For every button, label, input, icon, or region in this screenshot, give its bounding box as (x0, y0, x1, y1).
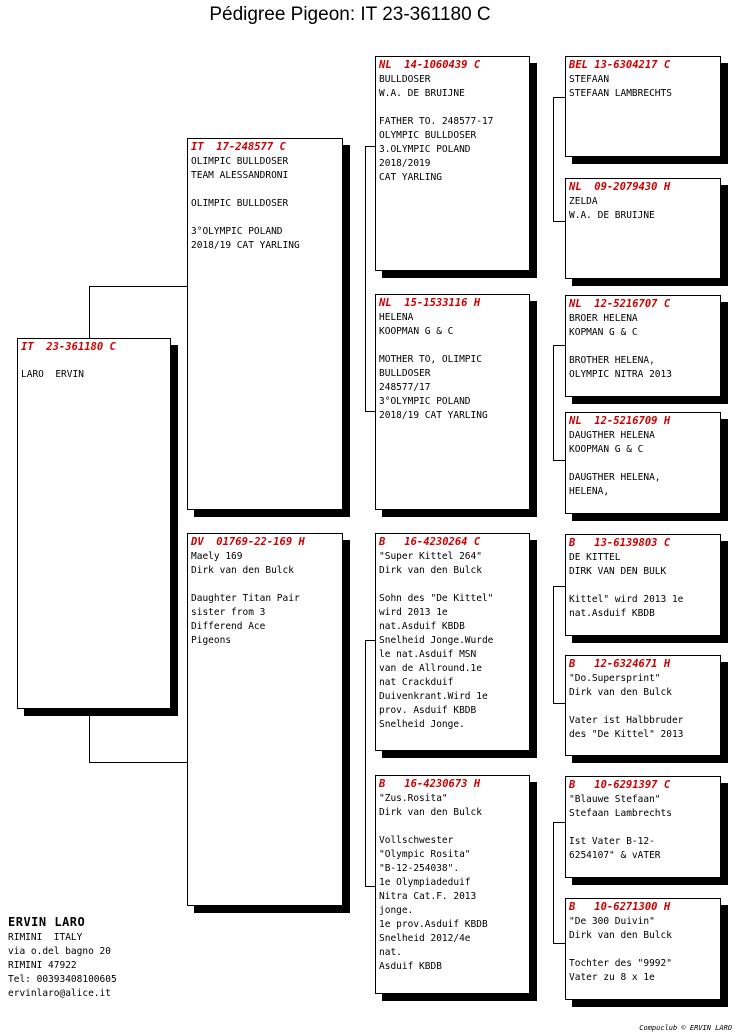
pigeon-details: "De 300 Duivin" Dirk van den Bulck Tochter des "9992" Vater zu 8 x 1e (569, 916, 672, 983)
connector-line (365, 640, 375, 641)
dam-card (187, 533, 343, 906)
pigeon-details: "Zus.Rosita" Dirk van den Bulck Vollschwester "Olympic Rosita" "B-12-254038". 1e Olympiadeduif Nitra Cat.F. 2013 jonge. 1e prov.Asduif KBDB Snelheid 2012/4e nat. Asduif KBDB (379, 793, 488, 972)
pigeon-details: BULLDOSER W.A. DE BRUIJNE FATHER TO. 248577-17 OLYMPIC BULLDOSER 3.OLYMPIC POLAND 2018/2019 CAT YARLING (379, 74, 494, 183)
ring-number: B 16-4230264 C (379, 536, 481, 548)
ring-number: B 16-4230673 H (379, 778, 481, 790)
sire-dam-dam-card (565, 412, 721, 514)
pigeon-details: ZELDA W.A. DE BRUIJNE (569, 196, 655, 221)
ring-number: B 13-6139803 C (569, 537, 671, 549)
owner-line: Tel: 00393408100605 (8, 974, 117, 985)
ring-number: NL 14-1060439 C (379, 59, 481, 71)
ring-number: NL 12-5216707 C (569, 298, 671, 310)
owner-name: ERVIN LARO (8, 915, 86, 929)
connector-line (365, 886, 375, 887)
connector-line (553, 822, 565, 823)
connector-line (553, 97, 565, 98)
pigeon-details: OLIMPIC BULLDOSER TEAM ALESSANDRONI OLIMPIC BULLDOSER 3°OLYMPIC POLAND 2018/19 CAT YARLING (191, 156, 300, 251)
ring-number: DV 01769-22-169 H (191, 536, 305, 548)
pigeon-details: HELENA KOOPMAN G & C MOTHER TO, OLIMPIC BULLDOSER 248577/17 3°OLYMPIC POLAND 2018/19 CAT YARLING (379, 312, 488, 421)
software-credit: Compuclub © ERVIN LARO (639, 1024, 732, 1032)
dam-dam-dam-card (565, 898, 721, 1000)
ring-number: NL 12-5216709 H (569, 415, 671, 427)
subject-card (17, 338, 171, 709)
connector-line (553, 943, 565, 944)
connector-line (89, 710, 90, 763)
ring-number: B 10-6271300 H (569, 901, 671, 913)
connector-line (365, 640, 366, 887)
pigeon-details: "Super Kittel 264" Dirk van den Bulck Sohn des "De Kittel" wird 2013 1e nat.Asduif KBDB Snelheid Jonge.Wurde le nat.Asduif MSN van de Allround.1e nat Crackduif Duivenkrant.Wird 1e prov. Asduif KBDB Snelheid Jonge. (379, 551, 494, 730)
ring-number: IT 17-248577 C (191, 141, 286, 153)
connector-line (89, 762, 187, 763)
connector-line (553, 586, 554, 704)
connector-line (553, 703, 565, 704)
ring-number: B 12-6324671 H (569, 658, 671, 670)
sire-dam-card (375, 294, 530, 510)
sire-sire-sire-card (565, 56, 721, 157)
owner-line: via o.del bagno 20 (8, 946, 111, 957)
owner-line: RIMINI ITALY (8, 932, 83, 943)
pigeon-details: Maely 169 Dirk van den Bulck Daughter Titan Pair sister from 3 Differend Ace Pigeons (191, 551, 300, 646)
connector-line (553, 460, 565, 461)
pigeon-details: STEFAAN STEFAAN LAMBRECHTS (569, 74, 672, 99)
dam-sire-card (375, 533, 530, 751)
connector-line (553, 97, 554, 222)
sire-dam-sire-card (565, 295, 721, 397)
connector-line (365, 411, 375, 412)
page-title: Pédigree Pigeon: IT 23-361180 C (209, 4, 491, 25)
connector-line (89, 286, 187, 287)
sire-card (187, 138, 343, 510)
sire-sire-dam-card (565, 178, 721, 279)
connector-line (89, 286, 90, 338)
ring-number: NL 15-1533116 H (379, 297, 481, 309)
owner-line: RIMINI 47922 (8, 960, 77, 971)
dam-sire-dam-card (565, 655, 721, 756)
dam-dam-sire-card (565, 776, 721, 878)
ring-number: B 10-6291397 C (569, 779, 671, 791)
connector-line (553, 586, 565, 587)
pigeon-details: LARO ERVIN (21, 369, 84, 380)
pigeon-details: BROER HELENA KOPMAN G & C BROTHER HELENA, OLYMPIC NITRA 2013 (569, 313, 672, 380)
connector-line (553, 221, 565, 222)
dam-sire-sire-card (565, 534, 721, 636)
pigeon-details: "Do.Supersprint" Dirk van den Bulck Vater ist Halbbruder des "De Kittel" 2013 (569, 673, 684, 740)
ring-number: BEL 13-6304217 C (569, 59, 671, 71)
pigeon-details: DAUGTHER HELENA KOOPMAN G & C DAUGTHER HELENA, HELENA, (569, 430, 661, 497)
connector-line (553, 345, 554, 461)
connector-line (365, 146, 375, 147)
connector-line (553, 345, 565, 346)
dam-dam-card (375, 775, 530, 994)
owner-info (8, 913, 228, 1001)
connector-line (365, 146, 366, 412)
pigeon-details: "Blauwe Stefaan" Stefaan Lambrechts Ist Vater B-12- 6254107" & vATER (569, 794, 672, 861)
pigeon-details: DE KITTEL DIRK VAN DEN BULK Kittel" wird 2013 1e nat.Asduif KBDB (569, 552, 684, 619)
ring-number: IT 23-361180 C (21, 341, 116, 353)
sire-sire-card (375, 56, 530, 271)
ring-number: NL 09-2079430 H (569, 181, 671, 193)
owner-line: ervinlaro@alice.it (8, 988, 111, 999)
connector-line (553, 822, 554, 944)
